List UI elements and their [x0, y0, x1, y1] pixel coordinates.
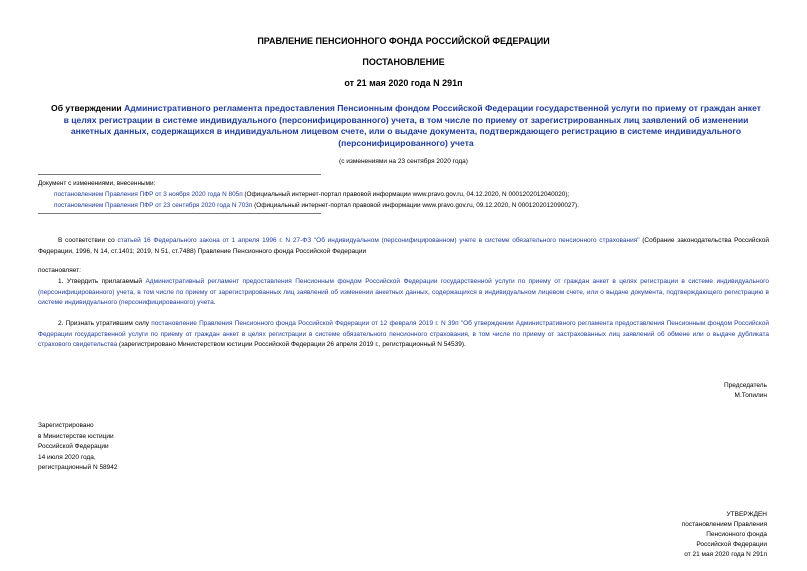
clause-2-after: (зарегистрировано Министерством юстиции Российской Федерации 26 апреля 2019 г., регистрационный N 54539). [117, 341, 466, 348]
preamble-paragraph [38, 236, 769, 257]
authority-heading: ПРАВЛЕНИЕ ПЕНСИОННОГО ФОНДА РОССИЙСКОЙ ФЕДЕРАЦИИ [257, 36, 550, 46]
document-type: ПОСТАНОВЛЕНИЕ [362, 57, 445, 67]
law-article-link[interactable]: статьей 16 Федерального закона от 1 апреля 1996 г. N 27-ФЗ "Об индивидуальном (персонифицированном) учете в системе обязательного пенсионного страхования" [117, 237, 640, 244]
resolves-line: постановляет: [38, 267, 81, 274]
regulation-link[interactable]: Административный регламент предоставления Пенсионным фондом Российской Федерации государственной услуги по приему от граждан анкет в целях регистрации в системе индивидуального (персонифицированного) учета, в том числе по приему от зарегистрированных лиц заявлений об изменении анкетных данных, содержащихся в индивидуальном лицевом счете, или о выдаче документа, подтверждающего регистрацию в системе индивидуального (персонифицированного) учета [38, 278, 769, 306]
document-title [48, 103, 764, 149]
signatory-position: Председатель [723, 382, 767, 389]
signature-block [724, 381, 767, 401]
approved-block [682, 510, 767, 560]
repealed-resolution-link[interactable]: постановление Правления Пенсионного фонда Российской Федерации от 12 февраля 2019 г. N 39п "Об утверждении Административного регламента предоставления Пенсионным фондом Российской Федерации государственной услуги по приему от граждан анкет в целях регистрации в системе обязательного пенсионного страхования, в том числе по приему от застрахованных лиц заявлений об обмене или о выдаче дубликата страхового свидетельства [38, 320, 769, 348]
amendment-item [38, 200, 778, 211]
clause-1-after: . [213, 299, 216, 306]
amendments-block [38, 178, 778, 211]
signatory-name: М.Топилин [734, 392, 767, 399]
clause-1-before: 1. Утвердить прилагаемый [58, 278, 146, 285]
divider-top [38, 174, 321, 175]
approved-line: постановлением Правления [681, 521, 767, 528]
clause-2-before: 2. Признать утратившим силу [58, 320, 152, 327]
registration-line: в Министерстве юстиции [38, 432, 114, 440]
title-prefix: Об утверждении [51, 103, 125, 113]
clause-1 [38, 277, 769, 309]
registration-line: регистрационный N 58942 [38, 464, 118, 471]
approved-line: от 21 мая 2020 года N 291п [684, 551, 767, 558]
registration-line: 14 июля 2020 года, [38, 453, 96, 461]
amendment-item [38, 189, 778, 200]
amendment-link-2[interactable]: постановлением Правления ПФР от 23 сентября 2020 года N 703п [54, 202, 253, 209]
approved-line: Российской Федерации [696, 541, 767, 548]
approved-line: УТВЕРЖДЕН [726, 511, 767, 518]
title-regulation-link[interactable]: Административного регламента предоставления Пенсионным фондом Российской Федерации государственной услуги по приему от граждан анкет в целях регистрации в системе индивидуального (персонифицированного) учета, в том числе по приему от зарегистрированных лиц заявлений об изменении анкетных данных, содержащихся в индивидуальном лицевом счете, или о выдаче документа, подтверждающего регистрацию в системе индивидуального (персонифицированного) учета [63, 103, 761, 148]
amendments-heading: Документ с изменениями, внесенными: [38, 180, 156, 187]
registration-block [38, 421, 118, 474]
preamble-after: (Собрание законодательства Российской Федерации, 1996, N 14, ст.1401; 2019, N 51, ст.7488) Правление Пенсионного фонда Российской Федерации [38, 237, 769, 255]
changes-note: (с изменениями на 23 сентября 2020 года) [339, 158, 468, 165]
document-date-number: от 21 мая 2020 года N 291п [344, 78, 463, 88]
preamble-before: В соответствии со [58, 237, 118, 244]
clause-2 [38, 319, 769, 351]
registration-line: Российской Федерации [38, 443, 109, 450]
approved-line: Пенсионного фонда [706, 531, 767, 538]
registration-line: Зарегистрировано [38, 422, 94, 429]
amendment-source-2: (Официальный интернет-портал правовой информации www.pravo.gov.ru, 09.12.2020, N 0001202012090027). [252, 202, 579, 209]
amendment-source-1: (Официальный интернет-портал правовой информации www.pravo.gov.ru, 04.12.2020, N 0001202012040020); [242, 191, 570, 198]
amendment-link-1[interactable]: постановлением Правления ПФР от 3 ноября 2020 года N 805п [54, 191, 243, 198]
divider-bottom [38, 213, 321, 214]
